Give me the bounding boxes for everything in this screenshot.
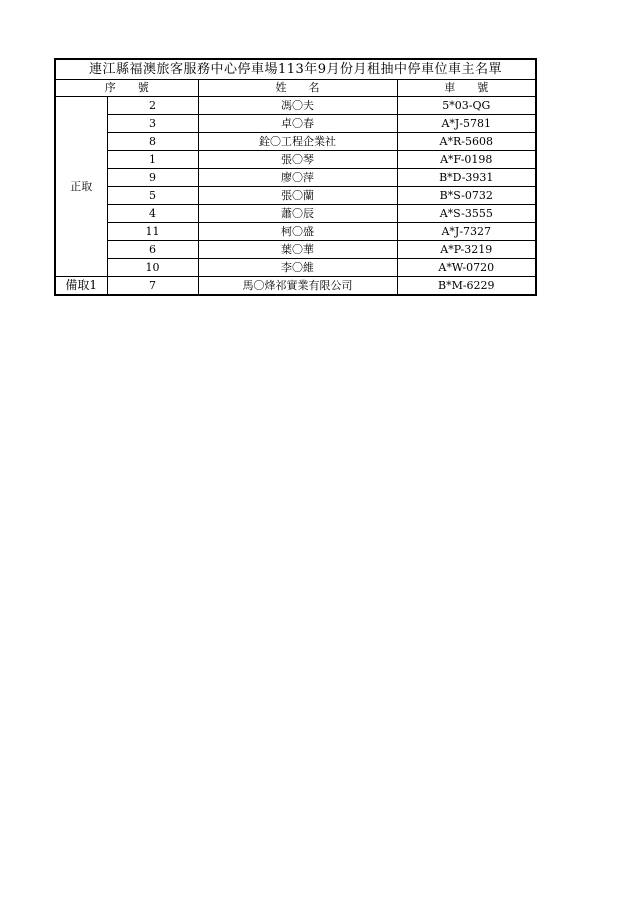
plate-cell: A*J-7327 xyxy=(397,223,536,241)
table-row xyxy=(55,115,536,133)
table-row xyxy=(55,241,536,259)
group-label-admitted: 正取 xyxy=(55,97,107,277)
seq-cell: 2 xyxy=(107,97,198,115)
plate-cell: B*M-6229 xyxy=(397,277,536,296)
name-cell: 廖〇萍 xyxy=(198,169,397,187)
table-row xyxy=(55,205,536,223)
header-row xyxy=(55,80,536,97)
backup-row xyxy=(55,277,536,296)
seq-cell: 1 xyxy=(107,151,198,169)
plate-cell: A*F-0198 xyxy=(397,151,536,169)
name-cell: 李〇維 xyxy=(198,259,397,277)
table-row xyxy=(55,223,536,241)
plate-cell: A*R-5608 xyxy=(397,133,536,151)
plate-cell: A*W-0720 xyxy=(397,259,536,277)
table-row xyxy=(55,259,536,277)
plate-cell: B*S-0732 xyxy=(397,187,536,205)
name-cell: 馬〇烽祁實業有限公司 xyxy=(198,277,397,296)
plate-cell: A*J-5781 xyxy=(397,115,536,133)
name-cell: 張〇蘭 xyxy=(198,187,397,205)
name-cell: 柯〇盛 xyxy=(198,223,397,241)
seq-cell: 11 xyxy=(107,223,198,241)
title-row xyxy=(55,59,536,80)
header-plate: 車 號 xyxy=(397,80,536,97)
seq-cell: 3 xyxy=(107,115,198,133)
seq-cell: 6 xyxy=(107,241,198,259)
name-cell: 卓〇春 xyxy=(198,115,397,133)
name-cell: 蕭〇辰 xyxy=(198,205,397,223)
name-cell: 銓〇工程企業社 xyxy=(198,133,397,151)
plate-cell: 5*03-QG xyxy=(397,97,536,115)
plate-cell: B*D-3931 xyxy=(397,169,536,187)
parking-winners-table xyxy=(54,58,537,296)
seq-cell: 9 xyxy=(107,169,198,187)
table-row xyxy=(55,151,536,169)
seq-cell: 4 xyxy=(107,205,198,223)
seq-cell: 10 xyxy=(107,259,198,277)
name-cell: 馮〇夫 xyxy=(198,97,397,115)
table-row xyxy=(55,133,536,151)
plate-cell: A*S-3555 xyxy=(397,205,536,223)
name-cell: 張〇琴 xyxy=(198,151,397,169)
name-cell: 葉〇華 xyxy=(198,241,397,259)
plate-cell: A*P-3219 xyxy=(397,241,536,259)
seq-cell: 5 xyxy=(107,187,198,205)
header-seq: 序 號 xyxy=(55,80,198,97)
seq-cell: 8 xyxy=(107,133,198,151)
seq-cell: 7 xyxy=(107,277,198,296)
table-row xyxy=(55,169,536,187)
table-row xyxy=(55,97,536,115)
table-row xyxy=(55,187,536,205)
sheet-title: 連江縣福澳旅客服務中心停車場113年9月份月租抽中停車位車主名單 xyxy=(55,59,536,80)
header-name: 姓 名 xyxy=(198,80,397,97)
backup-label: 備取1 xyxy=(55,277,107,296)
